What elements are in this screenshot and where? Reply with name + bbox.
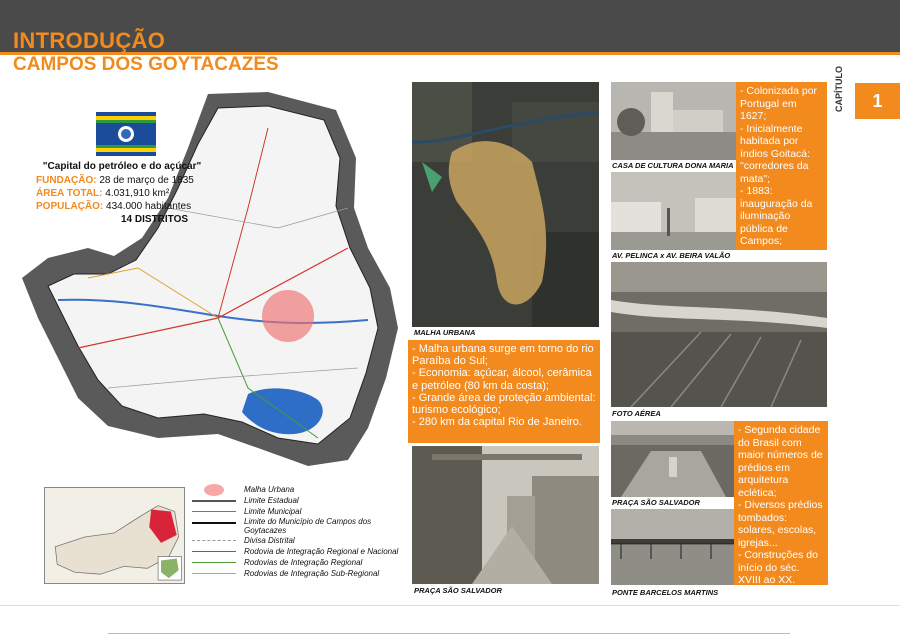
legend-item: Limite Municipal: [190, 506, 408, 517]
footer-rule: [108, 633, 790, 634]
legend-item: Limite do Município de Campos dos Goytacazes: [190, 517, 408, 535]
legend-item: Divisa Distrital: [190, 535, 408, 546]
page-subtitle: CAMPOS DOS GOYTACAZES: [13, 54, 279, 75]
ponte-photo: [611, 509, 734, 585]
urban-info-box: - Malha urbana surge em torno do rio Paraíba do Sul; - Economia: açúcar, álcool, cerâmica e petróleo (80 km da costa); - Grande área de proteção ambiental: turismo ecológico; - 280 km da capital Rio de Janeiro.: [408, 340, 600, 443]
ponte-caption: PONTE BARCELOS MARTINS: [612, 588, 719, 597]
legend-item: Limite Estadual: [190, 495, 408, 506]
urban-area-marker: [262, 290, 314, 342]
aerial-photo: [611, 262, 827, 407]
map-legend: [190, 484, 408, 579]
founding-row: FUNDAÇÃO: 28 de março de 1835: [36, 175, 194, 186]
city-info: [22, 160, 222, 226]
praca-caption-1: PRAÇA SÃO SALVADOR: [414, 586, 502, 595]
legend-item: Malha Urbana: [190, 484, 408, 495]
city-slogan: "Capital do petróleo e do açúcar": [42, 161, 202, 172]
urban-photo-caption: MALHA URBANA: [414, 328, 476, 337]
municipality-map: [18, 88, 410, 470]
legend-item: Rodovias de Integração Regional: [190, 557, 408, 568]
page-title: INTRODUÇÃO: [13, 28, 166, 53]
chapter-label: CAPÍTULO: [834, 66, 844, 112]
footer-divider: [0, 605, 900, 606]
chapter-number: 1: [855, 83, 900, 119]
legend-item: Rodovias de Integração Sub-Regional: [190, 568, 408, 579]
praca-caption-2: PRAÇA SÃO SALVADOR: [612, 498, 700, 507]
architecture-info-box: - Segunda cidade do Brasil com maior números de prédios em arquitetura eclética; - Diversos prédios tombados: solares, escolas, igrejas... - Construções do início do séc. XVIII ao XX.: [734, 421, 828, 585]
casa-caption: CASA DE CULTURA DONA MARIA: [612, 161, 734, 170]
praca-historic-photo: [412, 446, 599, 584]
pelinca-photo: [611, 172, 736, 250]
urban-satellite-photo: [412, 82, 599, 327]
area-row: ÁREA TOTAL: 4.031,910 km²: [36, 188, 170, 199]
history-info-box: - Colonizada por Portugal em 1627; - Inicialmente habitada por índios Goitacá: "corredores da mata"; - 1883: inauguração da iluminação pública de Campos;: [736, 82, 827, 250]
pelinca-caption: AV. PELINCA x AV. BEIRA VALÃO: [612, 251, 731, 260]
state-locator-map: [44, 487, 185, 584]
districts-count: 14 DISTRITOS: [121, 214, 189, 225]
praca-modern-photo: [611, 421, 734, 497]
casa-cultura-photo: [611, 82, 736, 160]
population-row: POPULAÇÃO: 434.000 habitantes: [36, 201, 192, 212]
city-flag: [96, 112, 156, 156]
aerial-caption: FOTO AÉREA: [612, 409, 661, 418]
legend-item: Rodovia de Integração Regional e Nacional: [190, 546, 408, 557]
